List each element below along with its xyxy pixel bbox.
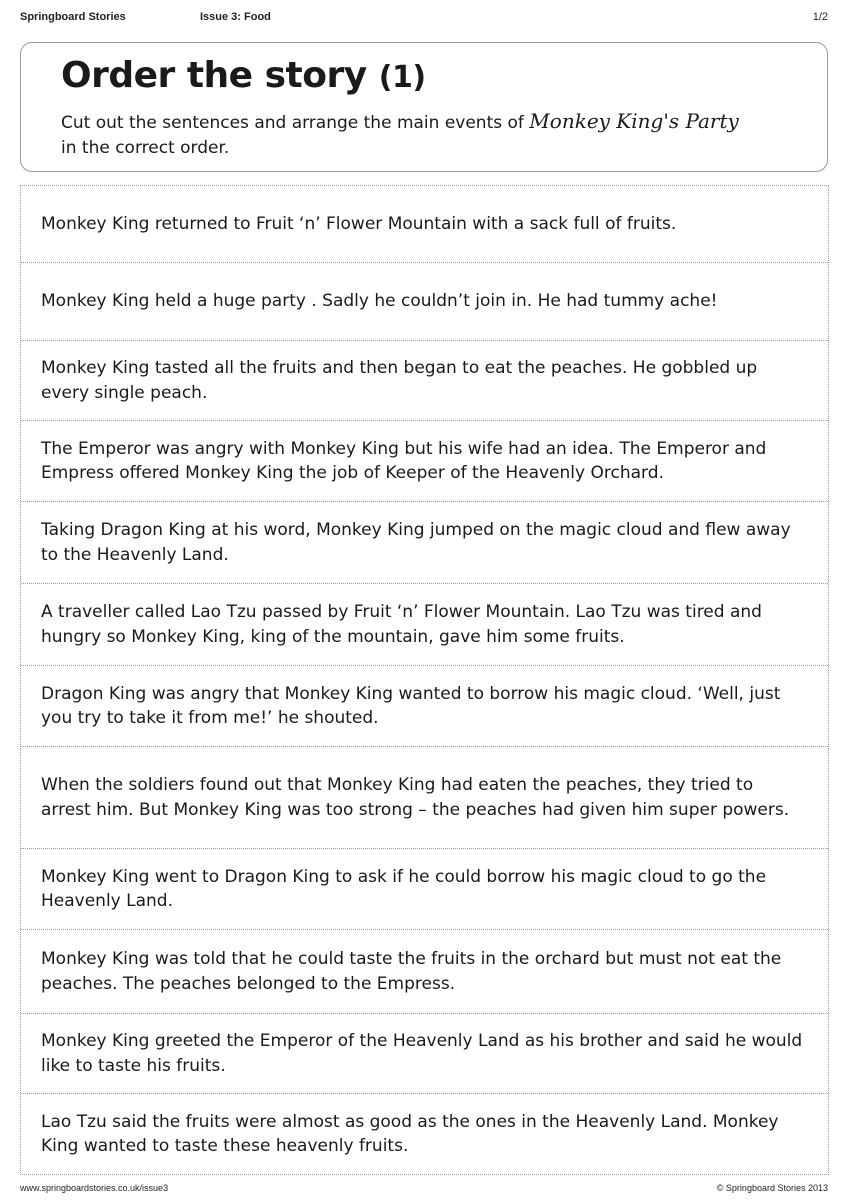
sentence-text: Monkey King was told that he could taste the fruits in the orchard but must not eat the peaches. The peaches belonged to the Empress.: [41, 949, 782, 994]
instructions: [61, 109, 801, 161]
sentence-strip[interactable]: [21, 1014, 828, 1094]
sentence-text: When the soldiers found out that Monkey King had eaten the peaches, they tried to arrest him. But Monkey King was too strong – the peaches had given him super powers.: [41, 775, 790, 820]
sentence-text: Dragon King was angry that Monkey King wanted to borrow his magic cloud. ‘Well, just you try to take it from me!’ he shouted.: [41, 683, 781, 728]
sentence-text: Monkey King returned to Fruit ‘n’ Flower Mountain with a sack full of fruits.: [41, 213, 677, 234]
footer-url[interactable]: www.springboardstories.co.uk/issue3: [20, 1183, 169, 1193]
page-header-bar: [0, 0, 850, 36]
instruction-text-end: in the correct order.: [61, 138, 230, 158]
sentence-strip[interactable]: [21, 186, 828, 263]
sentence-text: The Emperor was angry with Monkey King but his wife had an idea. The Emperor and Empress offered Monkey King the job of Keeper of the Heavenly Orchard.: [41, 438, 767, 483]
sentence-strip[interactable]: [21, 1094, 828, 1174]
sentence-text: Lao Tzu said the fruits were almost as good as the ones in the Heavenly Land. Monkey King wanted to taste these heavenly fruits.: [41, 1111, 779, 1156]
title-box: [20, 42, 828, 172]
sentence-strip[interactable]: [21, 584, 828, 666]
book-title: Monkey King's Party: [529, 109, 739, 133]
sentence-text: Monkey King greeted the Emperor of the Heavenly Land as his brother and said he would like to taste his fruits.: [41, 1031, 803, 1076]
sentence-strip[interactable]: [21, 263, 828, 341]
instruction-text: Cut out the sentences and arrange the main events of: [61, 113, 530, 133]
sentence-text: Monkey King went to Dragon King to ask if he could borrow his magic cloud to go the Heavenly Land.: [41, 866, 767, 911]
page-number: 1/2: [812, 11, 828, 23]
issue-label: Issue 3: Food: [200, 11, 271, 23]
sentence-strips: [20, 185, 829, 1175]
sentence-strip[interactable]: [21, 666, 828, 747]
title-text: Order the story: [61, 55, 367, 96]
page-title: [61, 55, 426, 96]
sentence-strip[interactable]: [21, 421, 828, 502]
sentence-text: Taking Dragon King at his word, Monkey King jumped on the magic cloud and flew away to the Heavenly Land.: [41, 520, 791, 565]
sentence-text: Monkey King tasted all the fruits and then began to eat the peaches. He gobbled up every single peach.: [41, 358, 758, 403]
brand-name: Springboard Stories: [20, 11, 126, 23]
sentence-strip[interactable]: [21, 747, 828, 849]
sentence-strip[interactable]: [21, 930, 828, 1014]
sentence-text: A traveller called Lao Tzu passed by Fruit ‘n’ Flower Mountain. Lao Tzu was tired and hungry so Monkey King, king of the mountain, gave him some fruits.: [41, 602, 762, 647]
sentence-strip[interactable]: [21, 341, 828, 421]
sentence-strip[interactable]: [21, 502, 828, 584]
sentence-text: Monkey King held a huge party . Sadly he couldn’t join in. He had tummy ache!: [41, 291, 718, 312]
footer-copyright: © Springboard Stories 2013: [716, 1183, 828, 1193]
page-footer: [0, 1180, 850, 1200]
title-number: (1): [378, 60, 426, 95]
sentence-strip[interactable]: [21, 849, 828, 930]
